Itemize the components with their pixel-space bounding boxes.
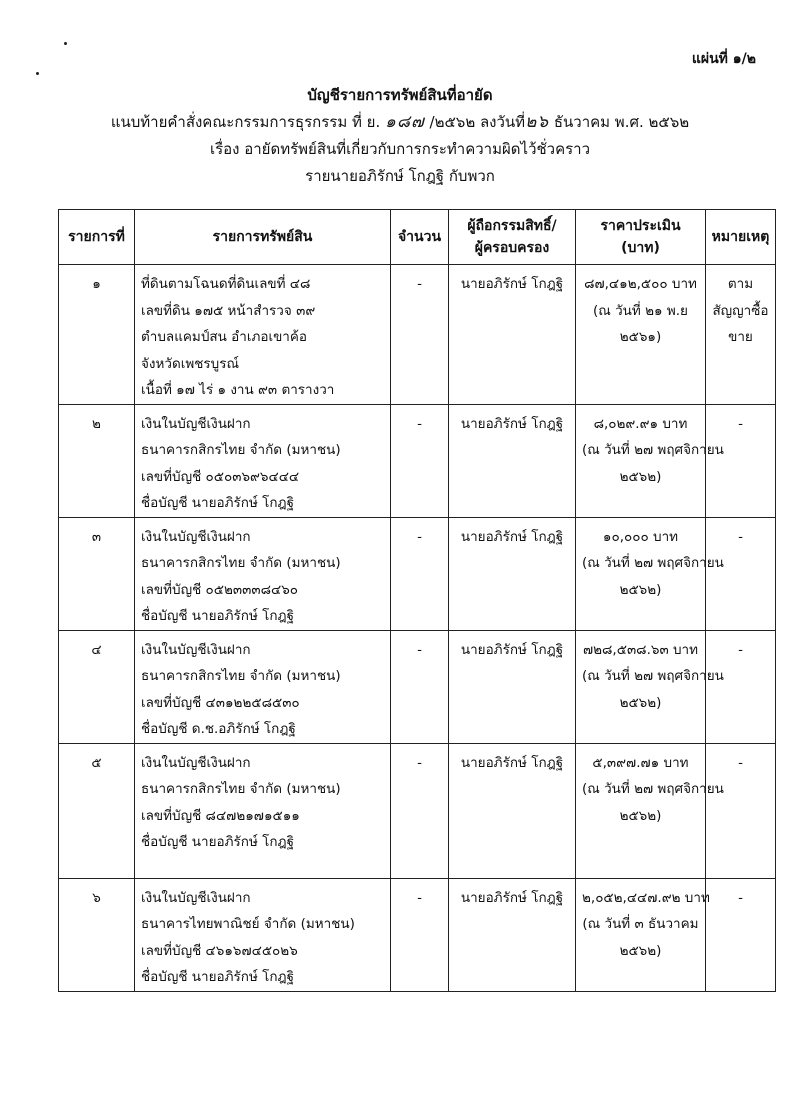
price-line: (ณ วันที่ ๒๑ พ.ย	[593, 302, 688, 319]
row-number: ๕	[59, 743, 135, 878]
row-qty: -	[391, 265, 449, 405]
item-line: เลขที่บัญชี ๔๓๑๒๒๕๘๕๓๐	[141, 694, 300, 711]
price-line: ๒๕๖๒)	[619, 468, 662, 485]
item-line: ชื่อบัญชี นายอภิรักษ์ โกฎฐิ	[141, 969, 295, 985]
row-item	[135, 517, 391, 630]
col-header-qty: จำนวน	[391, 210, 449, 265]
row-qty: -	[391, 743, 449, 878]
table-row	[59, 630, 776, 743]
table-row	[59, 743, 776, 878]
item-line: เลขที่บัญชี ๐๕๒๓๓๓๘๔๖๐	[141, 581, 299, 598]
row-price	[576, 630, 724, 743]
col-header-price: ราคาประเมิน (บาท)	[576, 210, 706, 265]
table-header-row	[59, 210, 776, 265]
col-header-owner	[449, 210, 576, 265]
item-line: ธนาคารกสิกรไทย จำกัด (มหาชน)	[141, 781, 341, 797]
row-owner: นายอภิรักษ์ โกฎฐิ	[449, 404, 576, 517]
row-price	[576, 404, 724, 517]
item-line: ธนาคารกสิกรไทย จำกัด (มหาชน)	[141, 442, 341, 458]
col-header-owner-line1: ผู้ถือกรรมสิทธิ์/	[467, 218, 557, 234]
document-subject: เรื่อง อายัดทรัพย์สินที่เกี่ยวกับการกระทำความผิดไว้ชั่วคราว	[209, 140, 591, 158]
order-suffix: ธันวาคม พ.ศ. ๒๕๖๒	[553, 113, 690, 131]
row-note: -	[706, 743, 776, 878]
item-line: เงินในบัญชีเงินฝาก	[141, 641, 251, 658]
price-line: ๒,๐๕๒,๔๔๗.๙๒ บาท	[582, 889, 710, 906]
item-line: ธนาคารกสิกรไทย จำกัด (มหาชน)	[141, 668, 341, 684]
row-qty: -	[391, 517, 449, 630]
scan-speck	[64, 42, 67, 45]
document-title: บัญชีรายการทรัพย์สินที่อายัด	[307, 86, 493, 104]
col-header-owner-line2: ผู้ครอบครอง	[474, 240, 550, 256]
table-row	[59, 517, 776, 630]
item-line: เลขที่บัญชี ๐๕๐๓๖๙๖๔๔๔	[141, 468, 300, 485]
document-header	[0, 82, 800, 190]
col-header-note: หมายเหตุ	[706, 210, 776, 265]
row-qty: -	[391, 404, 449, 517]
row-qty: -	[391, 878, 449, 991]
row-price	[576, 265, 706, 405]
item-line: เงินในบัญชีเงินฝาก	[141, 889, 251, 906]
price-line: ๕,๓๙๗.๗๑ บาท	[592, 754, 689, 771]
price-line: ๒๕๖๒)	[619, 581, 662, 598]
row-price	[576, 517, 724, 630]
row-note: ตามสัญญาซื้อขาย	[706, 265, 776, 405]
row-price	[576, 878, 710, 991]
item-line: เงินในบัญชีเงินฝาก	[141, 754, 251, 771]
row-number: ๔	[59, 630, 135, 743]
row-number: ๓	[59, 517, 135, 630]
row-note: -	[706, 517, 776, 630]
row-owner: นายอภิรักษ์ โกฎฐิ	[449, 517, 576, 630]
page-number: แผ่นที่ ๑/๒	[691, 51, 756, 67]
row-item	[135, 630, 391, 743]
asset-table	[58, 209, 776, 992]
row-item	[135, 265, 391, 405]
order-mid: /๒๕๖๒ ลงวันที่	[429, 113, 526, 131]
item-line: จังหวัดเพชรบูรณ์	[141, 355, 240, 372]
row-price	[576, 743, 724, 878]
table-row	[59, 878, 776, 991]
row-number: ๒	[59, 404, 135, 517]
table-row	[59, 265, 776, 405]
item-line: ธนาคารไทยพาณิชย์ จำกัด (มหาชน)	[141, 916, 355, 932]
price-line: (ณ วันที่ ๓ ธันวาคม	[582, 916, 699, 932]
row-item	[135, 404, 391, 517]
row-number: ๑	[59, 265, 135, 405]
row-qty: -	[391, 630, 449, 743]
row-owner: นายอภิรักษ์ โกฎฐิ	[449, 630, 576, 743]
price-line: (ณ วันที่ ๒๗ พฤศจิกายน	[582, 781, 724, 797]
price-line: ๒๕๖๒)	[619, 942, 662, 959]
document-person: รายนายอภิรักษ์ โกฎฐิ กับพวก	[305, 167, 495, 185]
row-owner: นายอภิรักษ์ โกฎฐิ	[449, 265, 576, 405]
col-header-no: รายการที่	[59, 210, 135, 265]
item-line: ธนาคารกสิกรไทย จำกัด (มหาชน)	[141, 555, 341, 571]
price-line: ๒๕๖๒)	[619, 694, 662, 711]
item-line: เลขที่บัญชี ๔๖๑๖๗๔๕๐๒๖	[141, 942, 298, 959]
row-item	[135, 743, 391, 878]
item-line: เลขที่บัญชี ๘๔๗๒๑๗๑๕๑๑	[141, 807, 300, 824]
row-owner: นายอภิรักษ์ โกฎฐิ	[449, 743, 576, 878]
item-line: ชื่อบัญชี นายอภิรักษ์ โกฎฐิ	[141, 834, 295, 850]
order-day-handwritten: ๒๖	[525, 112, 550, 132]
row-note: -	[706, 630, 776, 743]
price-line: ๘,๐๒๙.๙๑ บาท	[593, 415, 688, 432]
row-owner: นายอภิรักษ์ โกฎฐิ	[449, 878, 576, 991]
item-line: เงินในบัญชีเงินฝาก	[141, 415, 251, 432]
col-header-item: รายการทรัพย์สิน	[135, 210, 391, 265]
item-line: ชื่อบัญชี ด.ช.อภิรักษ์ โกฎฐิ	[141, 721, 296, 737]
order-reference	[0, 109, 800, 136]
row-item	[135, 878, 391, 991]
price-line: ๘๗,๔๑๒,๕๐๐ บาท	[584, 276, 697, 292]
price-line: ๗๒๘,๕๓๘.๖๓ บาท	[582, 641, 699, 658]
item-line: เนื้อที่ ๑๗ ไร่ ๑ งาน ๙๓ ตารางวา	[141, 382, 335, 398]
row-note: -	[706, 878, 776, 991]
price-line: (ณ วันที่ ๒๗ พฤศจิกายน	[582, 555, 724, 571]
order-prefix: แนบท้ายคำสั่งคณะกรรมการธุรกรรม ที่ ย.	[110, 113, 381, 131]
price-line: (ณ วันที่ ๒๗ พฤศจิกายน	[582, 668, 724, 684]
price-line: ๑๐,๐๐๐ บาท	[602, 528, 679, 545]
item-line: ตำบลแคมป์สน อำเภอเขาค้อ	[141, 329, 308, 345]
item-line: เลขที่ดิน ๑๗๕ หน้าสำรวจ ๓๙	[141, 302, 316, 319]
scan-speck	[36, 72, 39, 75]
order-number-handwritten: ๑๘๗	[385, 112, 425, 132]
item-line: ชื่อบัญชี นายอภิรักษ์ โกฎฐิ	[141, 495, 295, 511]
item-line: ที่ดินตามโฉนดที่ดินเลขที่ ๔๘	[141, 276, 311, 292]
price-line: ๒๕๖๒)	[619, 807, 662, 824]
row-number: ๖	[59, 878, 135, 991]
item-line: ชื่อบัญชี นายอภิรักษ์ โกฎฐิ	[141, 608, 295, 624]
price-line: ๒๕๖๑)	[619, 329, 662, 345]
item-line: เงินในบัญชีเงินฝาก	[141, 528, 251, 545]
price-line: (ณ วันที่ ๒๗ พฤศจิกายน	[582, 442, 724, 458]
row-note: -	[706, 404, 776, 517]
table-row	[59, 404, 776, 517]
